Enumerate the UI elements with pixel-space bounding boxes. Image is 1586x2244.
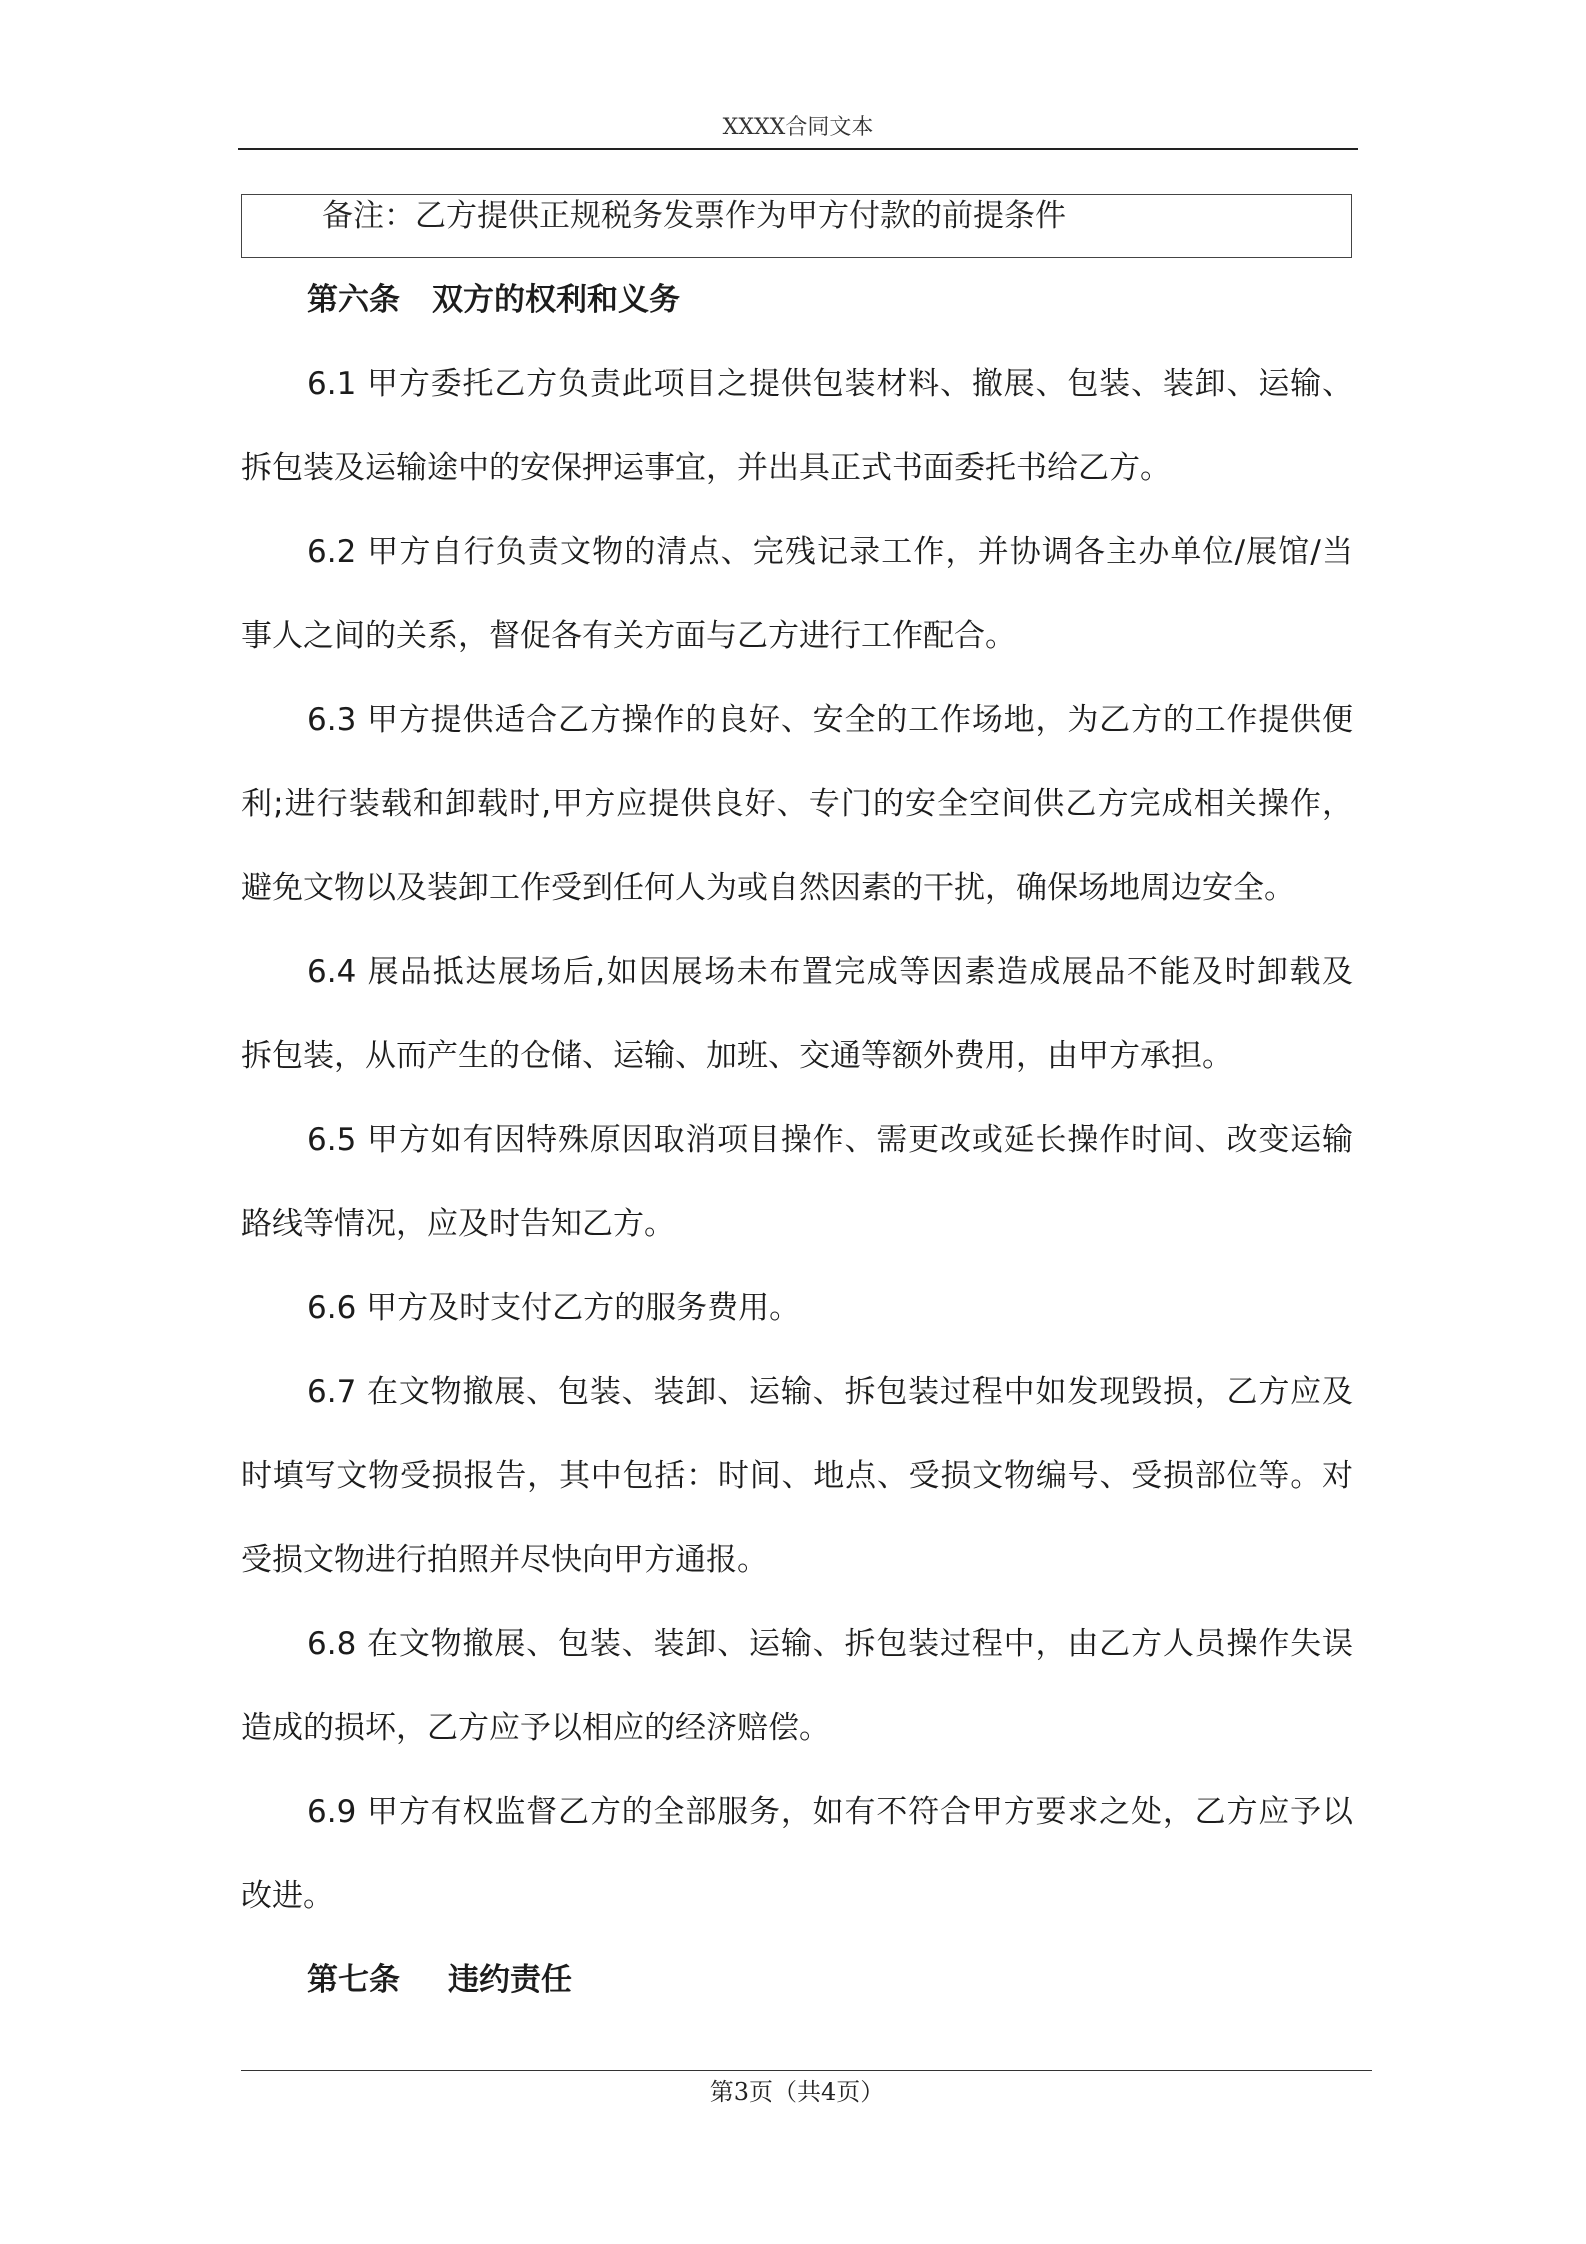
note-box: 备注：乙方提供正规税务发票作为甲方付款的前提条件 <box>241 194 1352 258</box>
page-number: 第3页（共4页） <box>709 2078 885 2106</box>
article-7-title: 违约责任 <box>448 1962 572 1998</box>
clause-6-3-line-2: 利;进行装载和卸载时,甲方应提供良好、专门的安全空间供乙方完成相关操作， <box>241 786 1353 822</box>
clause-6-1-line-1: 6.1 甲方委托乙方负责此项目之提供包装材料、撤展、包装、装卸、运输、 <box>307 366 1353 402</box>
header-divider <box>238 148 1358 150</box>
article-6-title: 双方的权利和义务 <box>432 282 680 318</box>
clause-6-7-line-1: 6.7 在文物撤展、包装、装卸、运输、拆包装过程中如发现毁损，乙方应及 <box>307 1374 1353 1410</box>
clause-6-3-line-3: 避免文物以及装卸工作受到任何人为或自然因素的干扰，确保场地周边安全。 <box>241 870 1295 906</box>
footer-divider <box>241 2070 1372 2071</box>
clause-6-2-line-1: 6.2 甲方自行负责文物的清点、完残记录工作，并协调各主办单位/展馆/当 <box>307 534 1353 570</box>
clause-6-3-line-1: 6.3 甲方提供适合乙方操作的良好、安全的工作场地，为乙方的工作提供便 <box>307 702 1353 738</box>
article-7-heading <box>241 1952 1353 2036</box>
clause-6-9-line-1: 6.9 甲方有权监督乙方的全部服务，如有不符合甲方要求之处，乙方应予以 <box>307 1794 1353 1830</box>
article-6-number: 第六条 <box>307 282 400 318</box>
clause-6-1-line-2: 拆包装及运输途中的安保押运事宜，并出具正式书面委托书给乙方。 <box>241 450 1171 486</box>
clause-6-5-line-2: 路线等情况，应及时告知乙方。 <box>241 1206 675 1242</box>
clause-6-7-line-2: 时填写文物受损报告，其中包括：时间、地点、受损文物编号、受损部位等。对 <box>241 1458 1353 1494</box>
clause-6-7-line-3: 受损文物进行拍照并尽快向甲方通报。 <box>241 1542 768 1578</box>
clause-6-9-line-2: 改进。 <box>241 1878 334 1914</box>
clause-6-2-line-2: 事人之间的关系，督促各有关方面与乙方进行工作配合。 <box>241 618 1016 654</box>
clause-6-4-line-2: 拆包装，从而产生的仓储、运输、加班、交通等额外费用，由甲方承担。 <box>241 1038 1233 1074</box>
article-6-heading <box>241 272 1353 356</box>
page-header: XXXX合同文本 <box>722 115 874 140</box>
clause-6-6-line-1: 6.6 甲方及时支付乙方的服务费用。 <box>307 1290 801 1326</box>
clause-6-4-line-1: 6.4 展品抵达展场后,如因展场未布置完成等因素造成展品不能及时卸载及 <box>307 954 1353 990</box>
article-7-number: 第七条 <box>307 1962 400 1998</box>
clause-6-8-line-1: 6.8 在文物撤展、包装、装卸、运输、拆包装过程中，由乙方人员操作失误 <box>307 1626 1353 1662</box>
clause-6-8-line-2: 造成的损坏，乙方应予以相应的经济赔偿。 <box>241 1710 830 1746</box>
clause-6-5-line-1: 6.5 甲方如有因特殊原因取消项目操作、需更改或延长操作时间、改变运输 <box>307 1122 1353 1158</box>
document-body <box>241 272 1353 2036</box>
